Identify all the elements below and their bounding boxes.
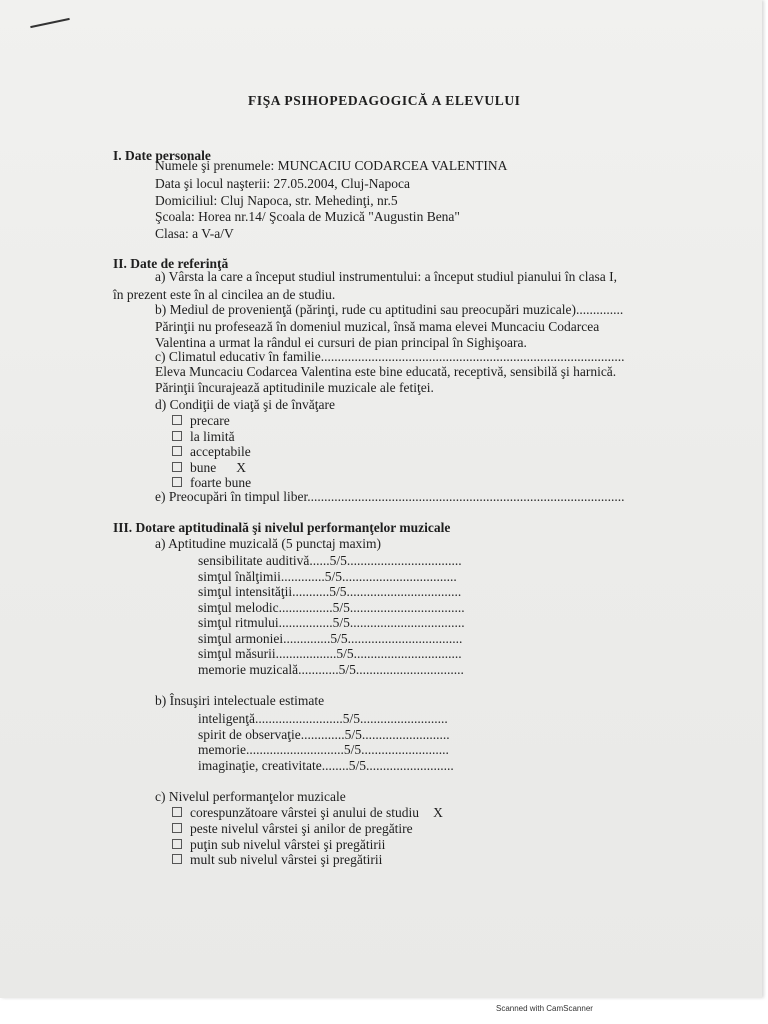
instrument-start-line: a) Vârsta la care a început studiul instrumentului: a început studiul pianului în clasa I,	[155, 269, 617, 284]
checkbox-icon	[172, 839, 182, 849]
performance-level-label: c) Nivelul performanţelor muzicale	[155, 789, 346, 804]
checkbox-icon	[172, 823, 182, 833]
option-precare: precare	[172, 413, 230, 429]
origin-text-2: Valentina a urmat la rândul ei cursuri de pian principal în Sighişoara.	[155, 335, 527, 350]
performance-option: puţin sub nivelul vârstei şi pregătirii	[172, 837, 385, 853]
option-acceptabile: acceptabile	[172, 444, 251, 460]
checkbox-icon	[172, 415, 182, 425]
instrument-start-line-2: în prezent este în al cincilea an de studiu.	[113, 287, 336, 302]
option-foarte-bune: foarte bune	[172, 475, 251, 491]
school-line: Şcoala: Horea nr.14/ Şcoala de Muzică "Augustin Bena"	[155, 209, 460, 224]
family-climate-text-2: Părinţii încurajează aptitudinile muzicale ale fetiţei.	[155, 380, 434, 395]
intellectual-traits-label: b) Însuşiri intelectuale estimate	[155, 693, 325, 708]
aptitude-row: simţul armoniei..............5/5..................................	[198, 631, 463, 646]
performance-option: peste nivelul vârstei şi anilor de pregătire	[172, 821, 413, 837]
intellectual-row: spirit de observaţie.............5/5..........................	[198, 727, 450, 742]
performance-option: corespunzătoare vârstei şi anului de studiu X	[172, 805, 443, 821]
checkbox-icon	[172, 477, 182, 487]
checkbox-icon	[172, 807, 182, 817]
section1-heading: I. Date personale	[113, 148, 211, 163]
section2-heading: II. Date de referinţă	[113, 256, 229, 271]
option-la-limita: la limită	[172, 429, 235, 445]
aptitude-row: simţul intensităţii...........5/5..................................	[198, 584, 462, 599]
selected-mark: X	[236, 460, 246, 475]
musical-aptitude-label: a) Aptitudine muzicală (5 punctaj maxim)	[155, 536, 382, 551]
checkbox-icon	[172, 854, 182, 864]
aptitude-row: simţul măsurii..................5/5................................	[198, 646, 462, 661]
pen-mark	[30, 18, 70, 28]
living-conditions-label: d) Condiţii de viaţă şi de învăţare	[155, 397, 335, 412]
personal-name-line: Numele şi prenumele: MUNCACIU CODARCEA VALENTINA	[155, 158, 508, 173]
aptitude-row: simţul înălţimii.............5/5..................................	[198, 569, 457, 584]
aptitude-row: simţul melodic................5/5..................................	[198, 600, 465, 615]
intellectual-row: imaginaţie, creativitate........5/5..........................	[198, 758, 454, 773]
checkbox-icon	[172, 431, 182, 441]
origin-text-1: Părinţii nu profesează în domeniul muzical, însă mama elevei Muncaciu Codarcea	[155, 319, 600, 334]
address-line: Domiciliul: Cluj Napoca, str. Mehedinţi, nr.5	[155, 193, 398, 208]
family-climate-line: c) Climatul educativ în familie..........................................................................................	[155, 349, 625, 364]
birth-line: Data şi locul naşterii: 27.05.2004, Cluj-Napoca	[155, 176, 410, 191]
aptitude-row: sensibilitate auditivă......5/5..................................	[198, 553, 462, 568]
checkbox-icon	[172, 446, 182, 456]
section3-heading: III. Dotare aptitudinală şi nivelul performanţelor muzicale	[113, 520, 451, 535]
option-bune: bune X	[172, 460, 246, 476]
free-time-line: e) Preocupări în timpul liber..............................................................................................	[155, 489, 625, 504]
document-title: FIŞA PSIHOPEDAGOGICĂ A ELEVULUI	[248, 93, 521, 108]
family-climate-text-1: Eleva Muncaciu Codarcea Valentina este bine educată, receptivă, sensibilă şi harnică.	[155, 364, 617, 379]
class-line: Clasa: a V-a/V	[155, 226, 234, 241]
scanner-watermark: Scanned with CamScanner	[496, 1004, 593, 1013]
checkbox-icon	[172, 462, 182, 472]
aptitude-row: simţul ritmului................5/5..................................	[198, 615, 465, 630]
aptitude-row: memorie muzicală............5/5................................	[198, 662, 464, 677]
selected-mark: X	[433, 805, 443, 820]
origin-line: b) Mediul de provenienţă (părinţi, rude cu aptitudini sau preocupări muzicale)..............	[155, 302, 624, 317]
intellectual-row: inteligenţă..........................5/5..........................	[198, 711, 448, 726]
intellectual-row: memorie.............................5/5..........................	[198, 742, 449, 757]
performance-option: mult sub nivelul vârstei şi pregătirii	[172, 852, 382, 868]
